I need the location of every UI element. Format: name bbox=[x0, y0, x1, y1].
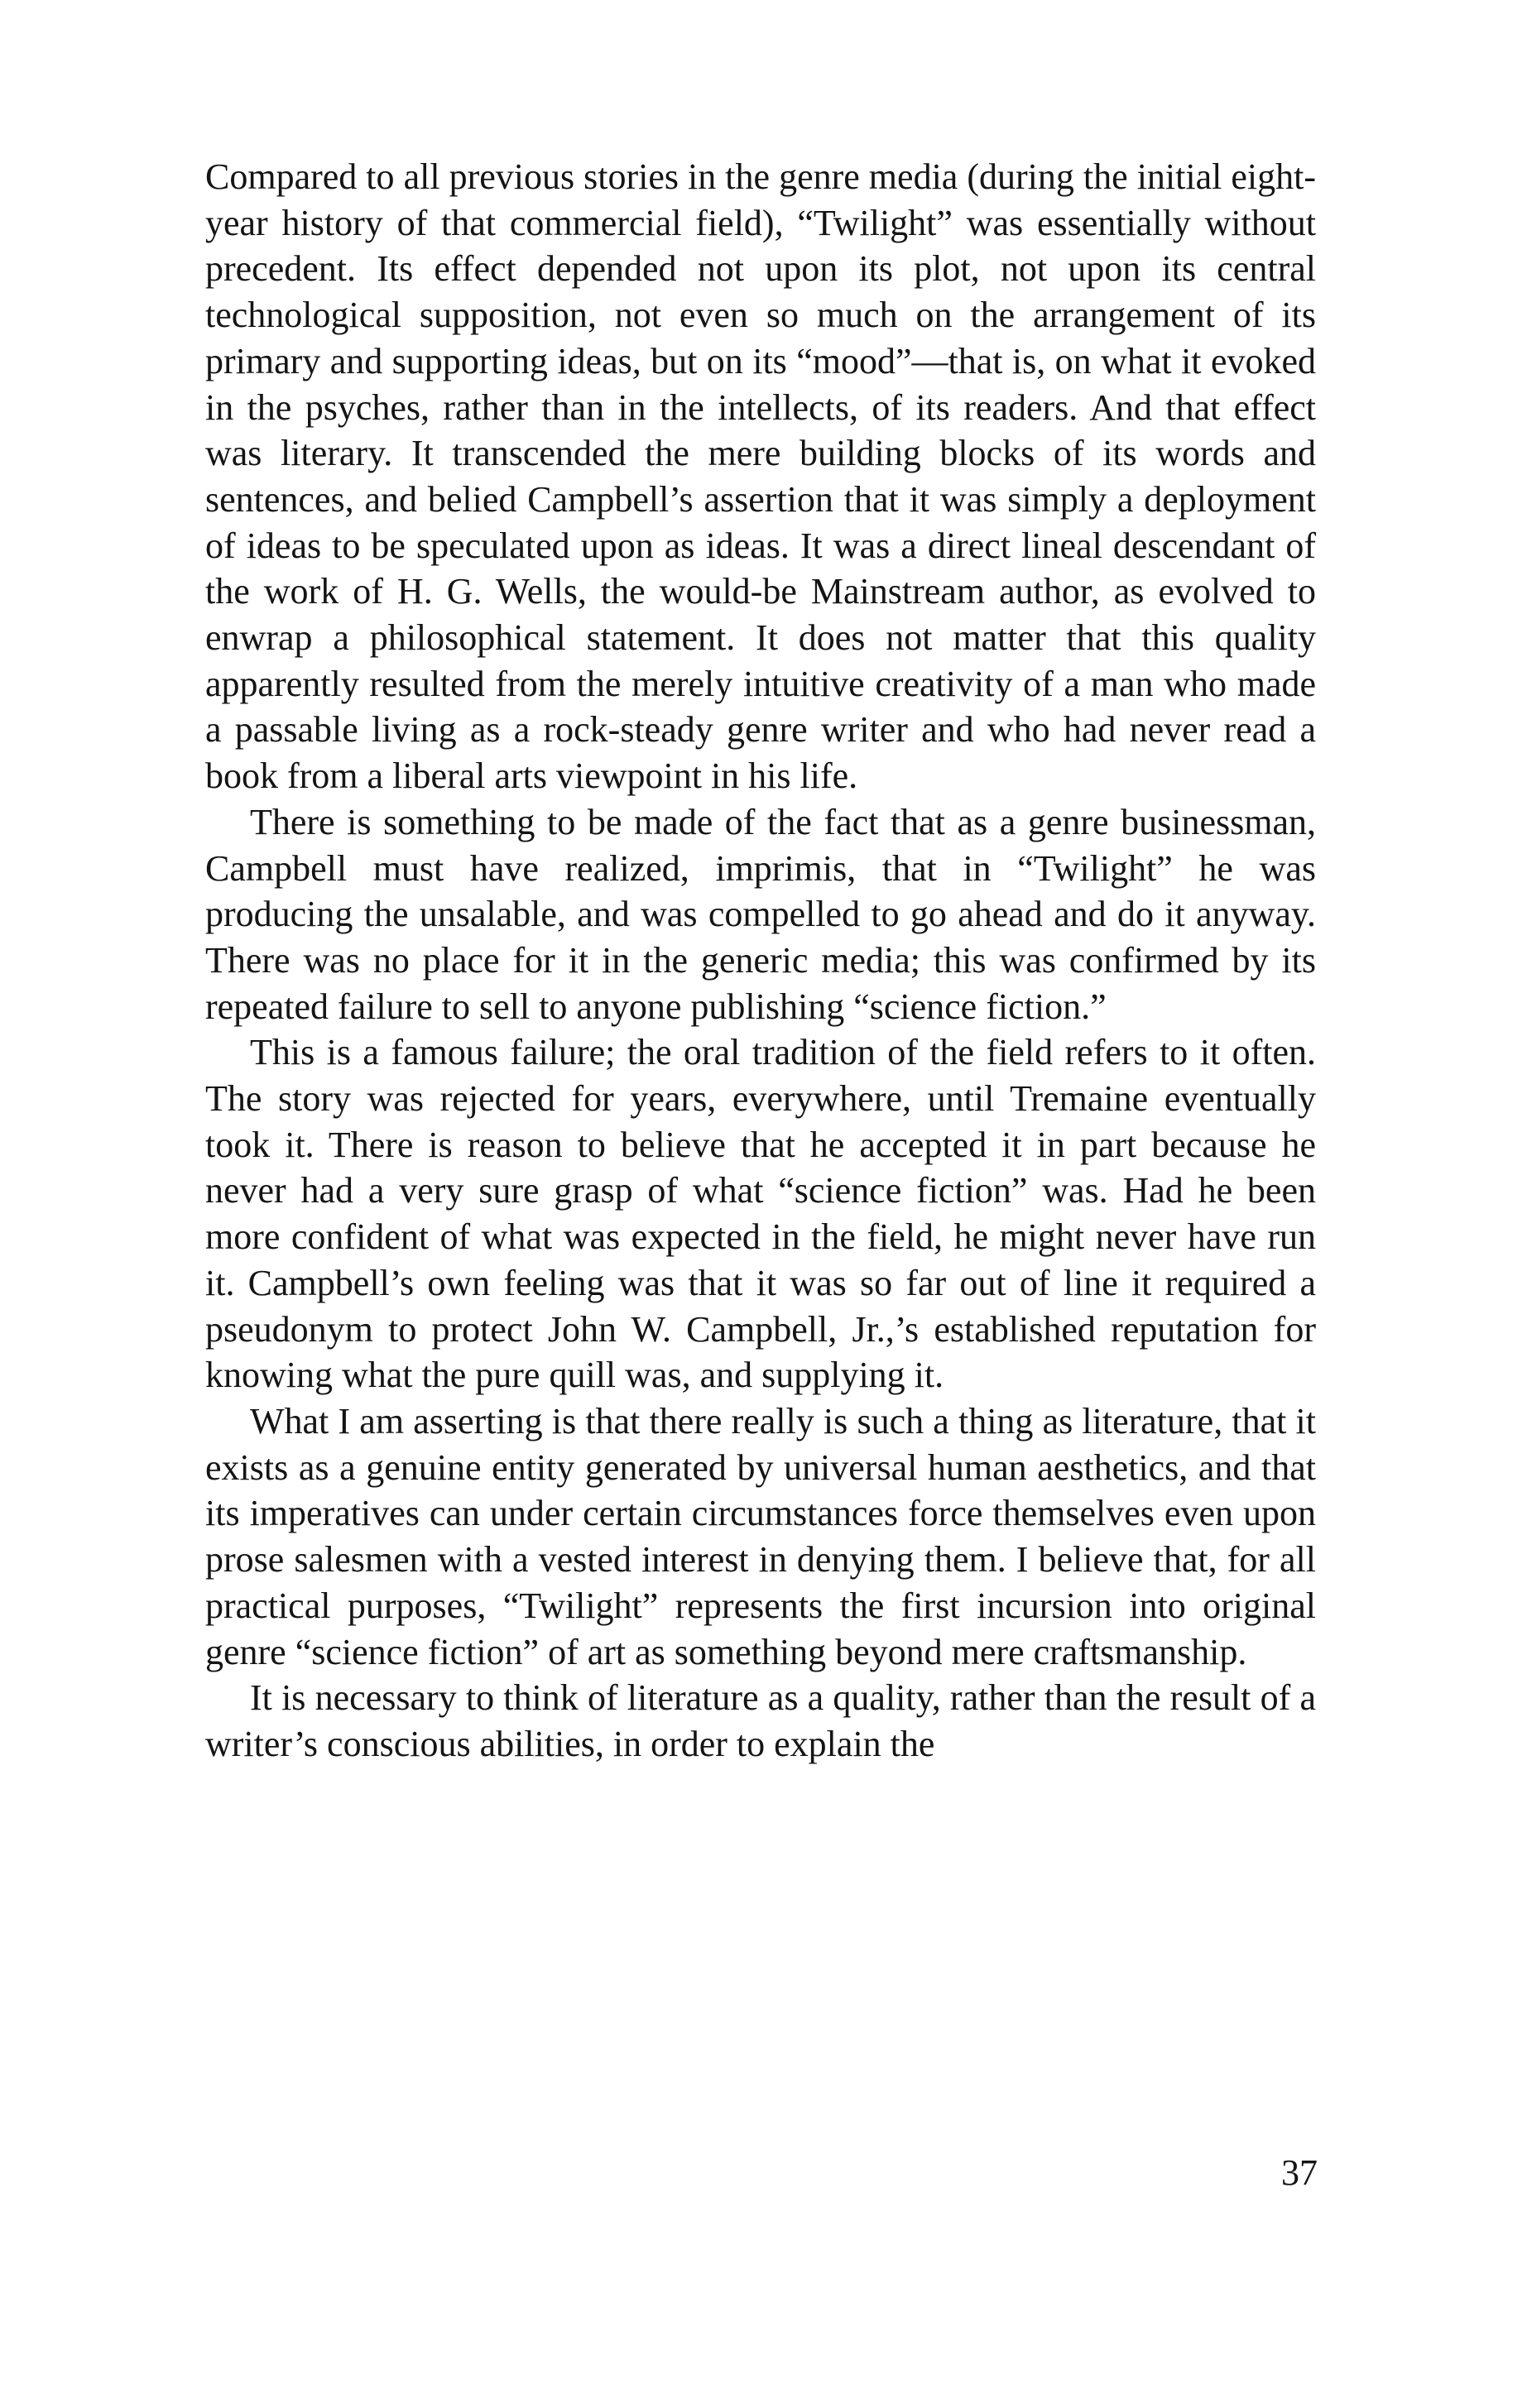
paragraph: This is a famous failure; the oral tradition of the field refers to it often. The story was rejected for years, everywhere, until Tremaine eventually took it. There is reason to believe that he accepted it in part because he never had a very sure grasp of what “science fiction” was. Had he been more confident of what was expected in the field, he might never have run it. Campbell’s own feeling was that it was so far out of line it required a pseudonym to protect John W. Campbell, Jr.,’s established reputation for knowing what the pure quill was, and supplying it. bbox=[205, 1032, 1316, 1396]
paragraph: What I am asserting is that there really is such a thing as literature, that it exists as a genuine entity generated by universal human aesthetics, and that its imperatives can under certain circumstances force themselves even upon prose salesmen with a vested interest in denying them. I believe that, for all practical purposes, “Twilight” represents the first incursion into original genre “science fiction” of art as something beyond mere craftsmanship. bbox=[205, 1400, 1316, 1672]
page-body bbox=[205, 154, 1316, 1768]
page-number: 37 bbox=[1281, 2152, 1318, 2193]
paragraph: It is necessary to think of literature as a quality, rather than the result of a writer’s conscious abilities, in order to explain the bbox=[205, 1677, 1316, 1764]
paragraph: There is something to be made of the fact that as a genre businessman, Campbell must have realized, imprimis, that in “Twilight” he was producing the unsalable, and was compelled to go ahead and do it anyway. There was no place for it in the generic media; this was confirmed by its repeated failure to sell to anyone publishing “science fiction.” bbox=[205, 801, 1316, 1027]
paragraph: Compared to all previous stories in the genre media (during the initial eight-year history of that commercial field), “Twilight” was essentially without precedent. Its effect depended not upon its plot, not upon its central technological supposition, not even so much on the arrangement of its primary and supporting ideas, but on its “mood”—that is, on what it evoked in the psyches, rather than in the intellects, of its readers. And that effect was literary. It transcended the mere building blocks of its words and sentences, and belied Campbell’s assertion that it was simply a deployment of ideas to be speculated upon as ideas. It was a direct lineal descendant of the work of H. G. Wells, the would-be Mainstream author, as evolved to enwrap a philosophical statement. It does not matter that this quality apparently resulted from the merely intuitive creativity of a man who made a passable living as a rock-steady genre writer and who had never read a book from a liberal arts viewpoint in his life. bbox=[205, 156, 1316, 797]
